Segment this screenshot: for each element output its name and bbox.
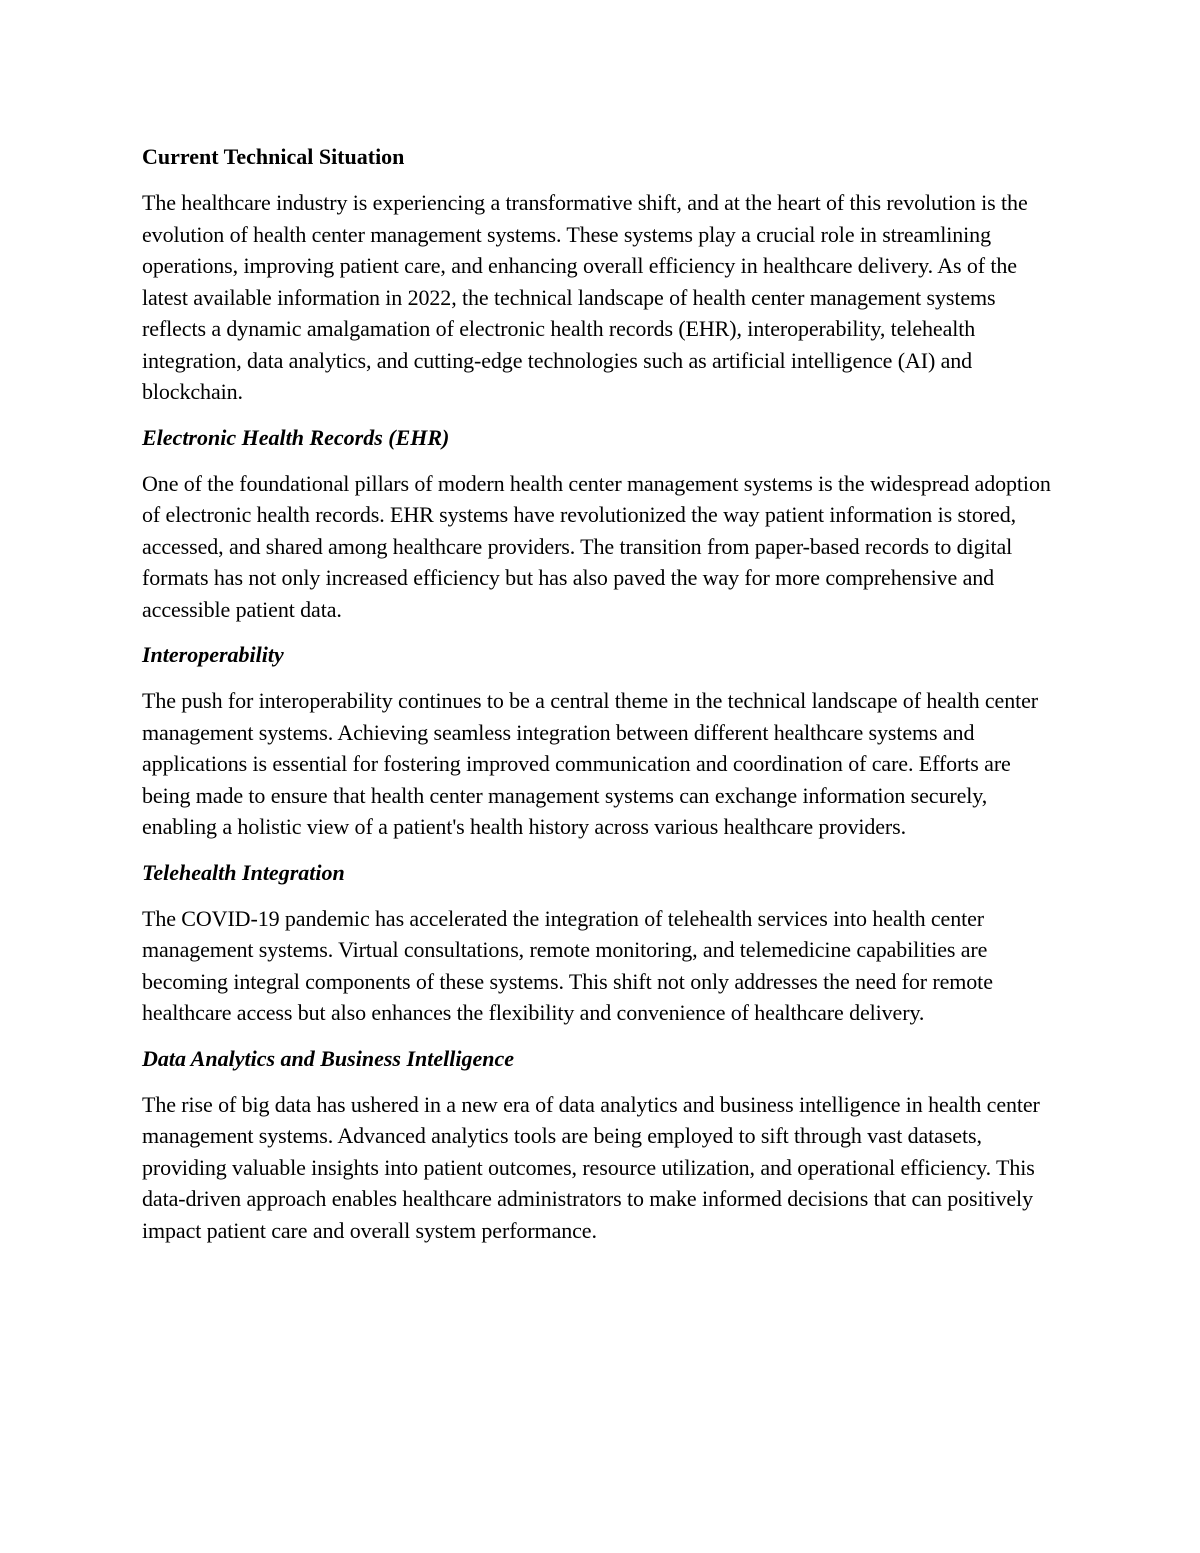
section-paragraph: The rise of big data has ushered in a new era of data analytics and business intelligence in health center management systems. Advanced analytics tools are being employed to sift through vast datasets, providing valuable insights into patient outcomes, resource utilization, and operational efficiency. This data-driven approach enables healthcare administrators to make informed decisions that can positively impact patient care and overall system performance. [142,1091,1040,1243]
page-title: Current Technical Situation [142,144,405,169]
section-paragraph: The push for interoperability continues to be a central theme in the technical landscape of health center management systems. Achieving seamless integration between different healthcare systems and applications is essential for fostering improved communication and coordination of care. Efforts are being made to ensure that health center management systems can exchange information securely, enabling a holistic view of a patient's health history across various healthcare providers. [142,688,1039,839]
section-heading: Interoperability [142,642,284,667]
section-heading: Telehealth Integration [142,859,345,885]
section-interoperability [142,639,1062,843]
section-ehr [142,422,1062,626]
section-heading: Data Analytics and Business Intelligence [142,1045,515,1071]
section-telehealth [142,857,1062,1029]
document-page [142,141,1062,1260]
intro-paragraph: The healthcare industry is experiencing a transformative shift, and at the heart of this revolution is the evolution of health center management systems. These systems play a crucial role in streamlining operations, improving patient care, and enhancing overall efficiency in healthcare delivery. As of the latest available information in 2022, the technical landscape of health center management systems reflects a dynamic amalgamation of electronic health records (EHR), interoperability, telehealth integration, data analytics, and cutting-edge technologies such as artificial intelligence (AI) and blockchain. [142,190,1028,404]
section-paragraph: One of the foundational pillars of modern health center management systems is the widespread adoption of electronic health records. EHR systems have revolutionized the way patient information is stored, accessed, and shared among healthcare providers. The transition from paper-based records to digital formats has not only increased efficiency but has also paved the way for more comprehensive and accessible patient data. [142,470,1051,622]
section-data-analytics [142,1043,1062,1247]
section-heading: Electronic Health Records (EHR) [142,424,450,450]
section-paragraph: The COVID-19 pandemic has accelerated the integration of telehealth services into health center management systems. Virtual consultations, remote monitoring, and telemedicine capabilities are becoming integral components of these systems. This shift not only addresses the need for remote healthcare access but also enhances the flexibility and convenience of healthcare delivery. [142,905,993,1025]
